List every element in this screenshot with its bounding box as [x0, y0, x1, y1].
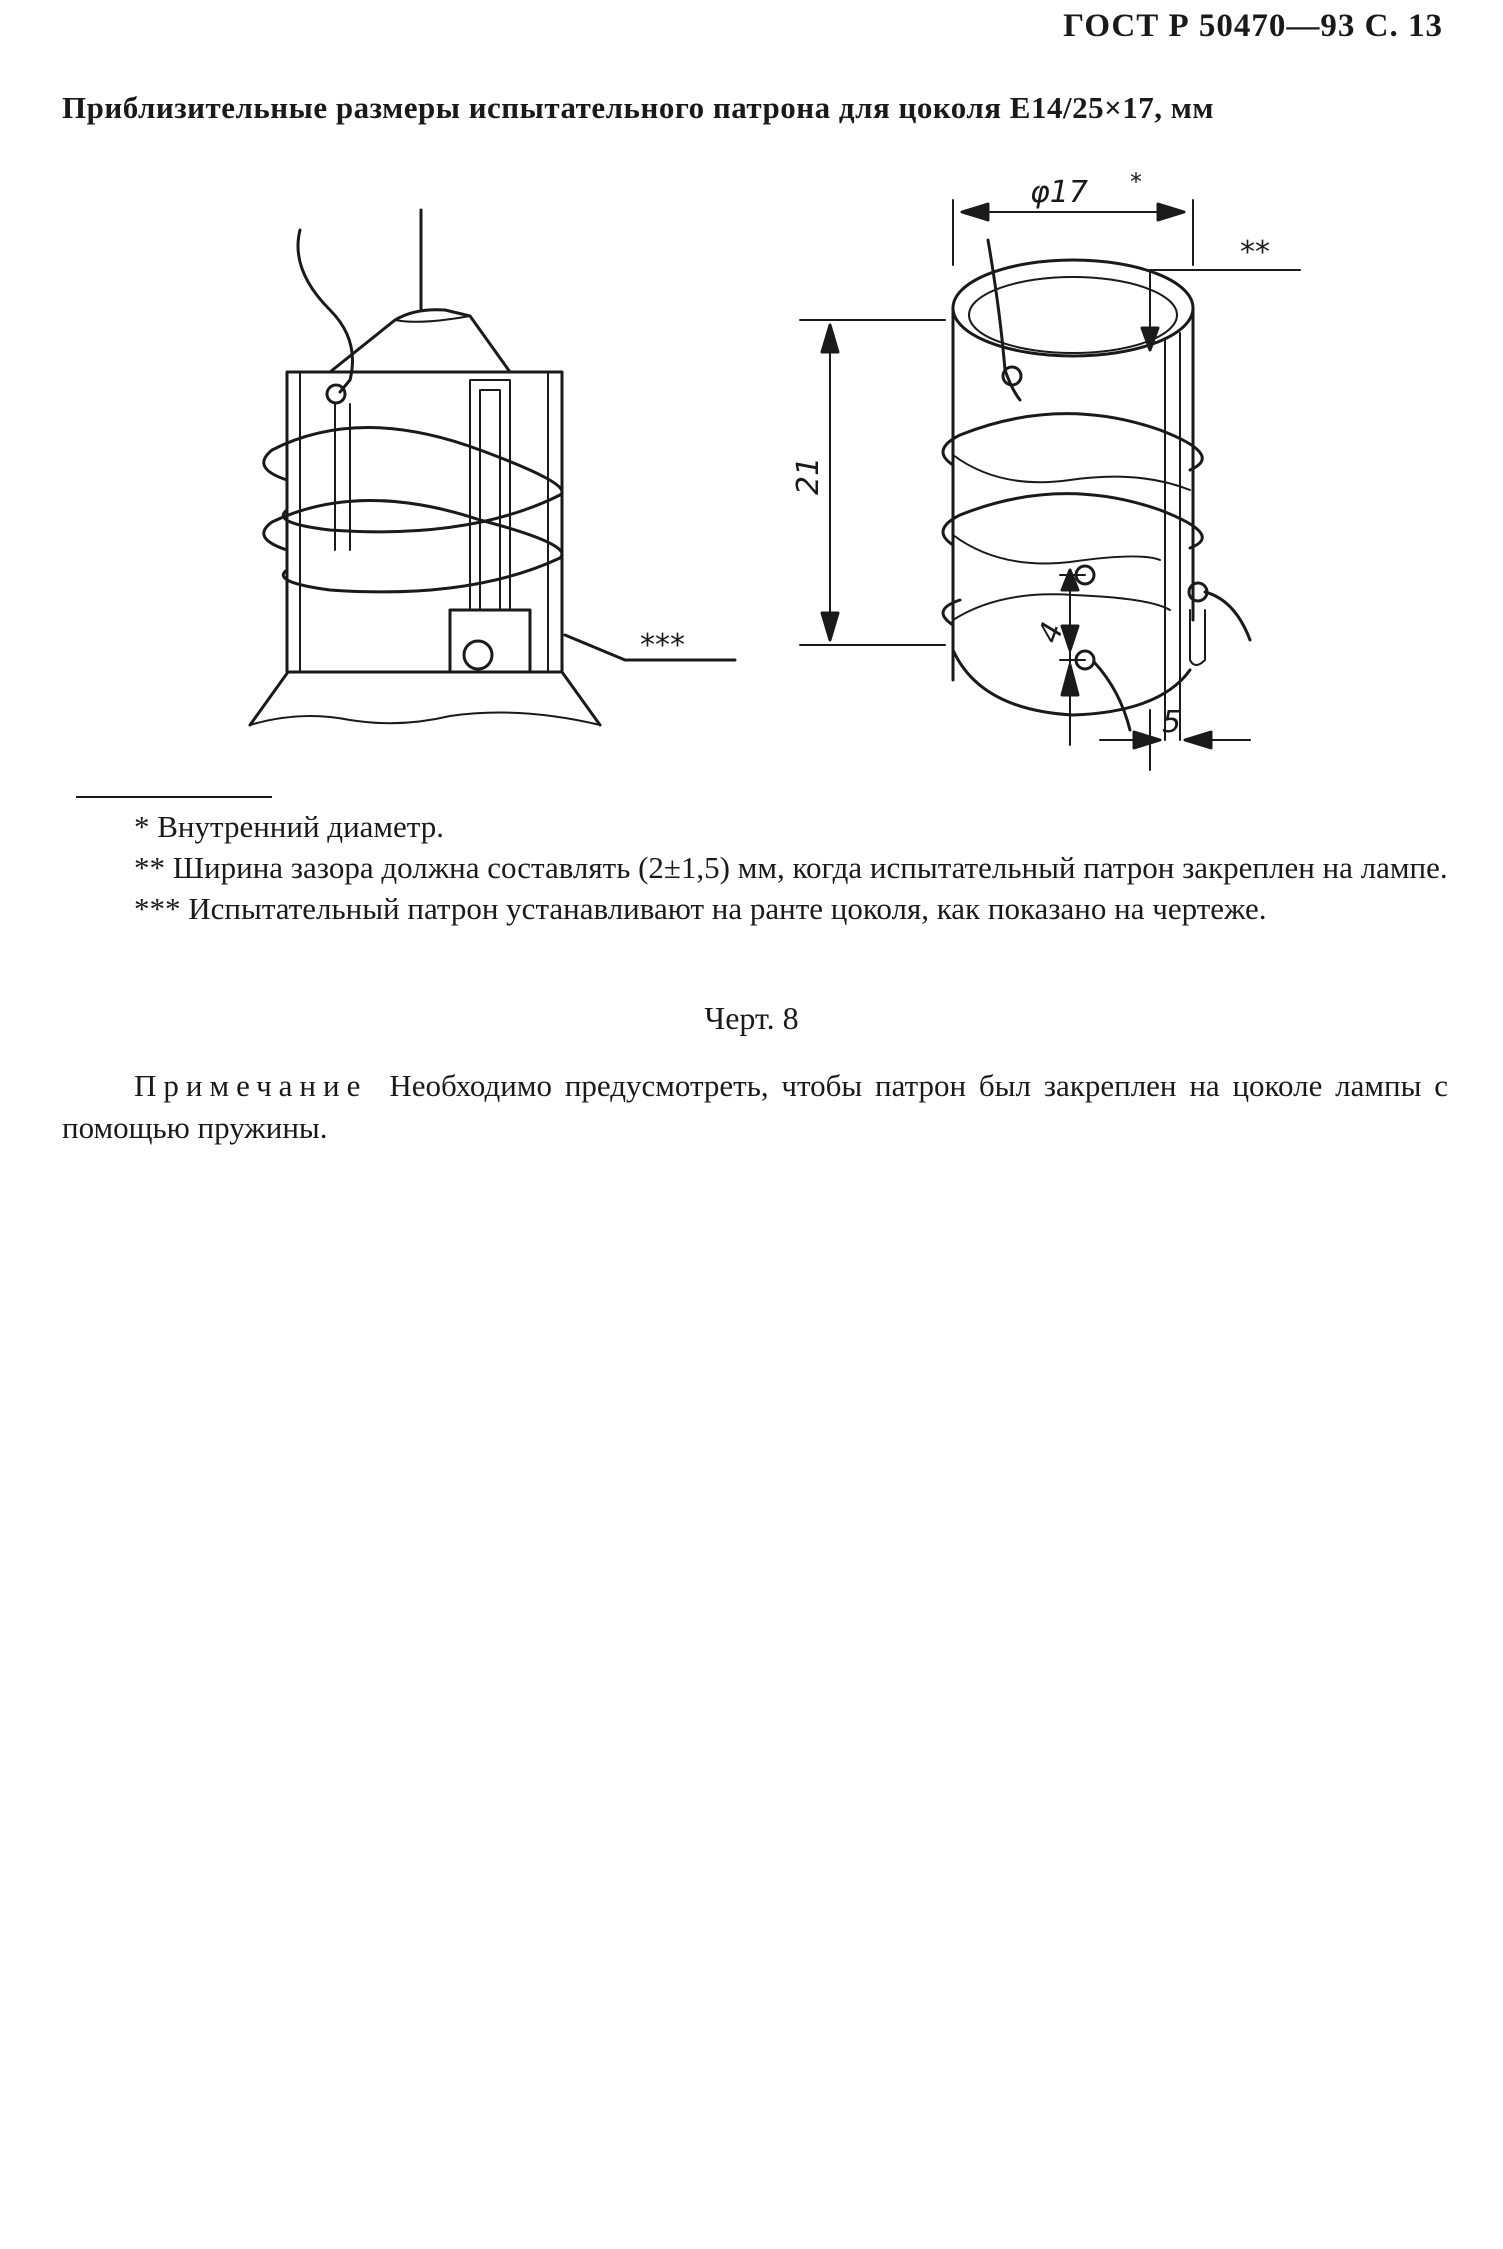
gap-mark: ** — [1240, 235, 1270, 270]
diameter-label: φ17 — [1030, 175, 1088, 210]
figure-caption: Черт. 8 — [704, 1000, 799, 1036]
note-text: Необходимо предусмотреть, чтобы патрон был закреплен на цоколе лампы с помощью пружины. — [62, 1068, 1448, 1145]
footnote-3: *** Испытательный патрон устанавливают на ранте цоколя, как показано на чертеже. — [134, 891, 1267, 926]
right-view-cap — [943, 240, 1250, 740]
figure-title: Приблизительные размеры испытательного патрона для цоколя E14/25×17, мм — [62, 90, 1214, 125]
footnote-1: * Внутренний диаметр. — [134, 809, 444, 844]
diameter-star: * — [1130, 168, 1142, 196]
technical-drawing — [0, 150, 1503, 790]
page-header: ГОСТ Р 50470—93 С. 13 — [1063, 8, 1443, 44]
footnote-rule — [76, 796, 272, 798]
width-label: 5 — [1162, 705, 1182, 740]
rim-mark: *** — [640, 628, 685, 663]
offset-label: 4 — [1031, 617, 1072, 648]
height-label: 21 — [791, 456, 826, 495]
note — [62, 1065, 1448, 1149]
footnotes — [62, 806, 1448, 929]
footnote-2: ** Ширина зазора должна составлять (2±1,5) мм, когда испытательный патрон закреплен на лампе. — [134, 850, 1448, 885]
note-label: Примечание — [134, 1068, 368, 1103]
